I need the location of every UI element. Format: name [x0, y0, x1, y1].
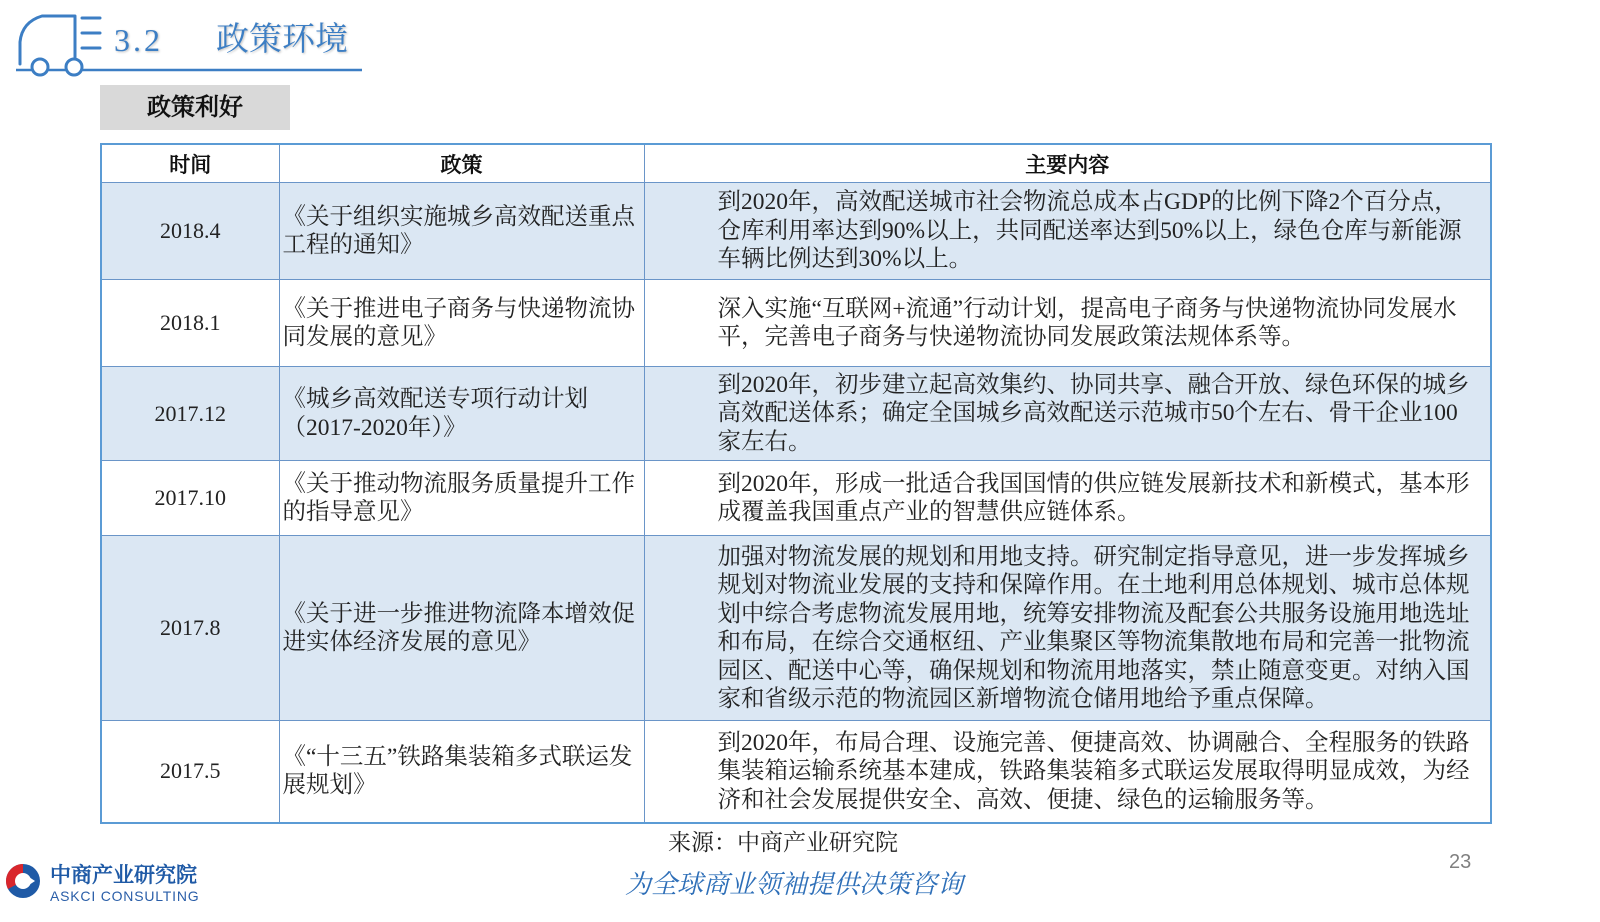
table-cell-content: 到2020年，形成一批适合我国国情的供应链发展新技术和新模式，基本形成覆盖我国重点产业的智慧供应链体系。: [644, 461, 1491, 536]
table-cell-content: 深入实施“互联网+流通”行动计划，提高电子商务与快递物流协同发展水平，完善电子商务与快递物流协同发展政策法规体系等。: [644, 280, 1491, 367]
table-cell-policy: 《关于推动物流服务质量提升工作的指导意见》: [279, 461, 644, 536]
page-number: 23: [1449, 851, 1472, 873]
logo-name-en: ASKCI CONSULTING: [50, 888, 200, 904]
askci-logo-icon: [4, 861, 42, 901]
table-row: [101, 536, 1491, 721]
table-cell-date: 2017.10: [101, 461, 279, 536]
table-cell-content: 到2020年，初步建立起高效集约、协同共享、融合开放、绿色环保的城乡高效配送体系；确定全国城乡高效配送示范城市50个左右、骨干企业100家左右。: [644, 367, 1491, 461]
table-cell-policy: 《关于组织实施城乡高效配送重点工程的通知》: [279, 183, 644, 280]
table-row: [101, 183, 1491, 280]
table-cell-date: 2017.12: [101, 367, 279, 461]
source-note: 来源：中商产业研究院: [668, 830, 898, 855]
table-row: [101, 461, 1491, 536]
section-number: 3.2: [114, 22, 163, 58]
table-cell-policy: 《“十三五”铁路集装箱多式联运发展规划》: [279, 721, 644, 823]
logo-name-cn: 中商产业研究院: [50, 863, 197, 887]
table-cell-date: 2018.4: [101, 183, 279, 280]
table-cell-content: 到2020年，高效配送城市社会物流总成本占GDP的比例下降2个百分点，仓库利用率达到90%以上，共同配送率达到50%以上，绿色仓库与新能源车辆比例达到30%以上。: [644, 183, 1491, 280]
table-row: [101, 721, 1491, 823]
header-content: 主要内容: [644, 144, 1491, 183]
table-row: [101, 280, 1491, 367]
table-cell-content: 加强对物流发展的规划和用地支持。研究制定指导意见，进一步发挥城乡规划对物流业发展的支持和保障作用。在土地利用总体规划、城市总体规划中综合考虑物流发展用地，统筹安排物流及配套公共服务设施用地选址和布局，在综合交通枢纽、产业集聚区等物流集散地布局和完善一批物流园区、配送中心等，确保规划和物流用地落实，禁止随意变更。对纳入国家和省级示范的物流园区新增物流仓储用地给予重点保障。: [644, 536, 1491, 721]
table-header-row: [101, 144, 1491, 183]
table-cell-policy: 《关于进一步推进物流降本增效促进实体经济发展的意见》: [279, 536, 644, 721]
subsection-label: 政策利好: [100, 85, 290, 130]
table-cell-date: 2017.8: [101, 536, 279, 721]
header-date: 时间: [101, 144, 279, 183]
table-row: [101, 367, 1491, 461]
table-cell-date: 2018.1: [101, 280, 279, 367]
table-cell-policy: 《关于推进电子商务与快递物流协同发展的意见》: [279, 280, 644, 367]
table-cell-policy: 《城乡高效配送专项行动计划（2017-2020年）》: [279, 367, 644, 461]
table-cell-date: 2017.5: [101, 721, 279, 823]
policy-table: [100, 143, 1492, 824]
table-cell-content: 到2020年，布局合理、设施完善、便捷高效、协调融合、全程服务的铁路集装箱运输系统基本建成，铁路集装箱多式联运发展取得明显成效，为经济和社会发展提供安全、高效、便捷、绿色的运输服务等。: [644, 721, 1491, 823]
header-policy: 政策: [279, 144, 644, 183]
section-title: 政策环境: [216, 22, 348, 58]
footer-tagline: 为全球商业领袖提供决策咨询: [625, 870, 964, 899]
